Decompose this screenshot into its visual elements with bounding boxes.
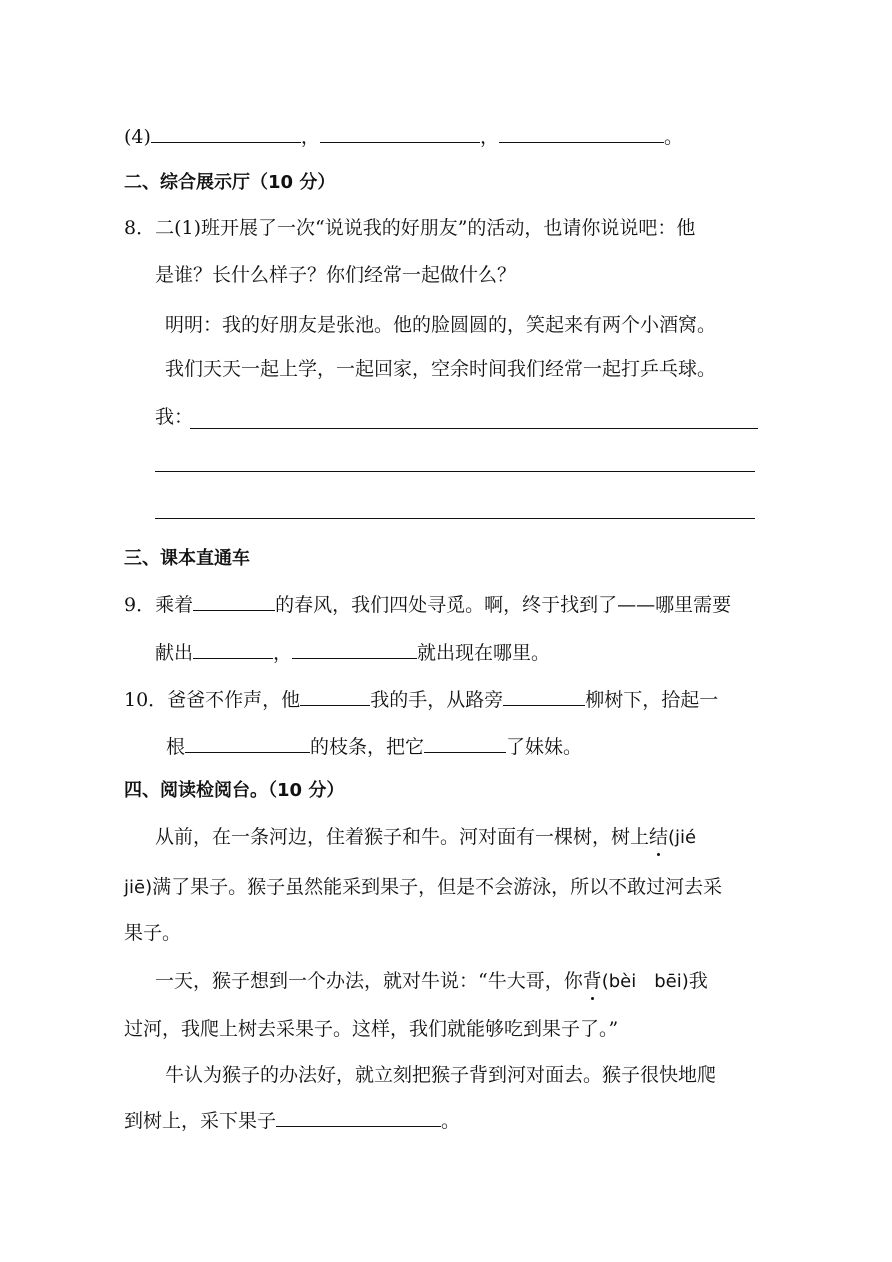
example-line-1: 明明：我的好朋友是张池。他的脸圆圆的，笑起来有两个小酒窝。 — [165, 314, 717, 336]
text: 的枝条，把它 — [310, 736, 425, 758]
answer-blank[interactable] — [300, 687, 370, 706]
text: 根 — [166, 736, 186, 758]
my-answer-label: 我： — [155, 406, 194, 428]
text: 的春风，我们四处寻觅。啊，终于找到了——哪里需要 — [275, 594, 732, 616]
dotted-character: 结 — [649, 826, 669, 848]
answer-blank[interactable] — [193, 640, 273, 659]
item-number: (4) — [124, 126, 151, 148]
text: 柳树下，拾起一 — [585, 689, 719, 711]
answer-blank[interactable] — [503, 687, 585, 706]
period: 。 — [663, 126, 683, 148]
answer-line[interactable] — [190, 428, 758, 429]
reading-paragraph-3-line-2 — [124, 1108, 460, 1134]
answer-blank[interactable] — [151, 124, 301, 143]
text: 我的手，从路旁 — [370, 689, 504, 711]
text: 满了果子。猴子虽然能采到果子，但是不会游泳，所以不敢过河去采 — [152, 876, 723, 898]
question-10-line-1 — [124, 687, 718, 713]
section-heading: 四、阅读检阅台。（10 分） — [124, 780, 345, 801]
section-heading: 三、课本直通车 — [124, 548, 250, 569]
q7-item-4 — [124, 124, 683, 150]
reading-paragraph-2-line-1 — [155, 968, 708, 995]
question-8-line-1: 8．二(1)班开展了一次“说说我的好朋友”的活动，也请你说说吧：他 — [124, 217, 696, 239]
answer-blank[interactable] — [292, 640, 417, 659]
pinyin-option[interactable]: jiē) — [124, 877, 153, 898]
reading-paragraph-3-line-1: 牛认为猴子的办法好，就立刻把猴子背到河对面去。猴子很快地爬 — [165, 1064, 717, 1086]
reading-paragraph-2-line-2: 过河，我爬上树去采果子。这样，我们就能够吃到果子了。” — [124, 1018, 619, 1040]
text: 9．乘着 — [124, 594, 194, 616]
period: 。 — [441, 1110, 461, 1132]
section-heading: 二、综合展示厅（10 分） — [124, 172, 336, 193]
dotted-character: 背 — [582, 970, 602, 992]
text: 献出 — [155, 642, 194, 664]
answer-blank[interactable] — [193, 592, 275, 611]
text: 了妹妹。 — [506, 736, 583, 758]
pinyin-option[interactable]: (jié — [668, 827, 697, 848]
comma: ， — [479, 126, 499, 148]
text: 我 — [688, 970, 708, 992]
answer-blank[interactable] — [499, 124, 664, 143]
text: 就出现在哪里。 — [417, 642, 551, 664]
question-9-line-1 — [124, 592, 731, 618]
pinyin-option[interactable]: (bèi bēi) — [601, 971, 689, 992]
text: ， — [273, 642, 293, 664]
answer-line[interactable] — [155, 471, 755, 472]
text: 到树上，采下果子 — [124, 1110, 277, 1132]
answer-blank[interactable] — [424, 734, 506, 753]
question-10-line-2 — [166, 734, 582, 760]
answer-line[interactable] — [155, 518, 755, 519]
answer-blank[interactable] — [185, 734, 310, 753]
question-8-line-2: 是谁？长什么样子？你们经常一起做什么？ — [155, 264, 517, 286]
reading-paragraph-1-line-1 — [155, 824, 696, 851]
text: 从前，在一条河边，住着猴子和牛。河对面有一棵树，树上 — [155, 826, 650, 848]
answer-blank[interactable] — [320, 124, 480, 143]
comma: ， — [300, 126, 320, 148]
answer-blank[interactable] — [276, 1108, 441, 1127]
example-line-2: 我们天天一起上学，一起回家，空余时间我们经常一起打乒乓球。 — [165, 358, 717, 380]
text: 一天，猴子想到一个办法，就对牛说：“牛大哥，你 — [155, 970, 583, 992]
question-9-line-2 — [155, 640, 550, 666]
reading-paragraph-1-line-3: 果子。 — [124, 922, 182, 944]
text: 10．爸爸不作声，他 — [124, 689, 301, 711]
reading-paragraph-1-line-2 — [124, 874, 722, 901]
